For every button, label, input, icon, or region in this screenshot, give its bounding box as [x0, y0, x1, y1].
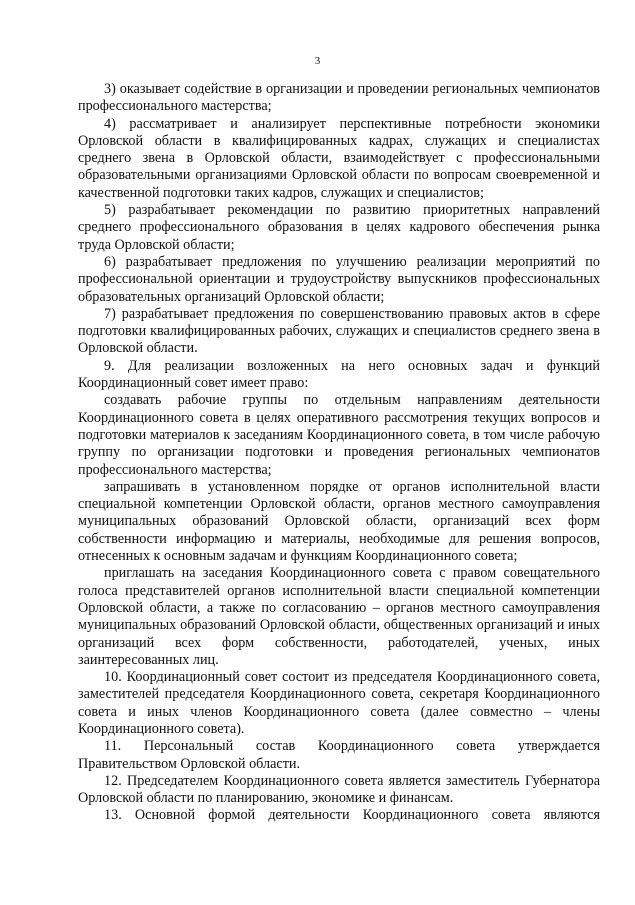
- paragraph-item-4: 4) рассматривает и анализирует перспективные потребности экономики Орловской области в квалифицированных кадрах, служащих и специалистах среднего звена в Орловской области, взаимодействует с профессиональными образовательными организациями Орловской области по вопросам своевременной и качественной подготовки таких кадров, служащих и специалистов;: [78, 115, 600, 201]
- paragraph-right-create-groups: создавать рабочие группы по отдельным направлениям деятельности Координационного совета в целях оперативного рассмотрения текущих вопросов и подготовки материалов к заседаниям Координационного совета, в том числе рабочую группу по организации подготовки и проведения региональных чемпионатов профессионального мастерства;: [78, 392, 600, 478]
- paragraph-clause-12: 12. Председателем Координационного совета является заместитель Губернатора Орловской области по планированию, экономике и финансам.: [78, 772, 600, 807]
- paragraph-right-request-info: запрашивать в установленном порядке от органов исполнительной власти специальной компетенции Орловской области, органов местного самоуправления муниципальных образований Орловской области, организаций всех форм собственности информацию и материалы, необходимые для решения вопросов, отнесенных к основным задачам и функциям Координационного совета;: [78, 478, 600, 565]
- paragraph-clause-13: 13. Основной формой деятельности Координационного совета являются: [104, 807, 600, 824]
- page-number: 3: [314, 55, 321, 67]
- paragraph-clause-10: 10. Координационный совет состоит из председателя Координационного совета, заместителей председателя Координационного совета, секретаря Координационного совета и иных членов Координационного совета (далее совместно – члены Координационного совета).: [78, 669, 600, 737]
- paragraph-item-6: 6) разрабатывает предложения по улучшению реализации мероприятий по профессиональной ориентации и трудоустройству выпускников профессиональных образовательных организаций Орловской области;: [78, 253, 600, 305]
- document-body: [78, 81, 600, 825]
- paragraph-right-invite: приглашать на заседания Координационного совета с правом совещательного голоса представителей органов исполнительной власти специальной компетенции Орловской области, а также по согласованию – органов местного самоуправления муниципальных образований Орловской области, общественных организаций и иных организаций всех форм собственности, работодателей, ученых, иных заинтересованных лиц.: [78, 565, 600, 668]
- paragraph-clause-9: 9. Для реализации возложенных на него основных задач и функций Координационный совет имеет право:: [78, 357, 600, 392]
- paragraph-item-5: 5) разрабатывает рекомендации по развитию приоритетных направлений среднего профессионального образования в целях кадрового обеспечения рынка труда Орловской области;: [78, 202, 600, 253]
- paragraph-item-3: 3) оказывает содействие в организации и проведении региональных чемпионатов профессионального мастерства;: [78, 81, 600, 115]
- paragraph-item-7: 7) разрабатывает предложения по совершенствованию правовых актов в сфере подготовки квалифицированных рабочих, служащих и специалистов среднего звена в Орловской области.: [78, 305, 600, 357]
- paragraph-clause-11: 11. Персональный состав Координационного совета утверждается Правительством Орловской области.: [78, 738, 600, 772]
